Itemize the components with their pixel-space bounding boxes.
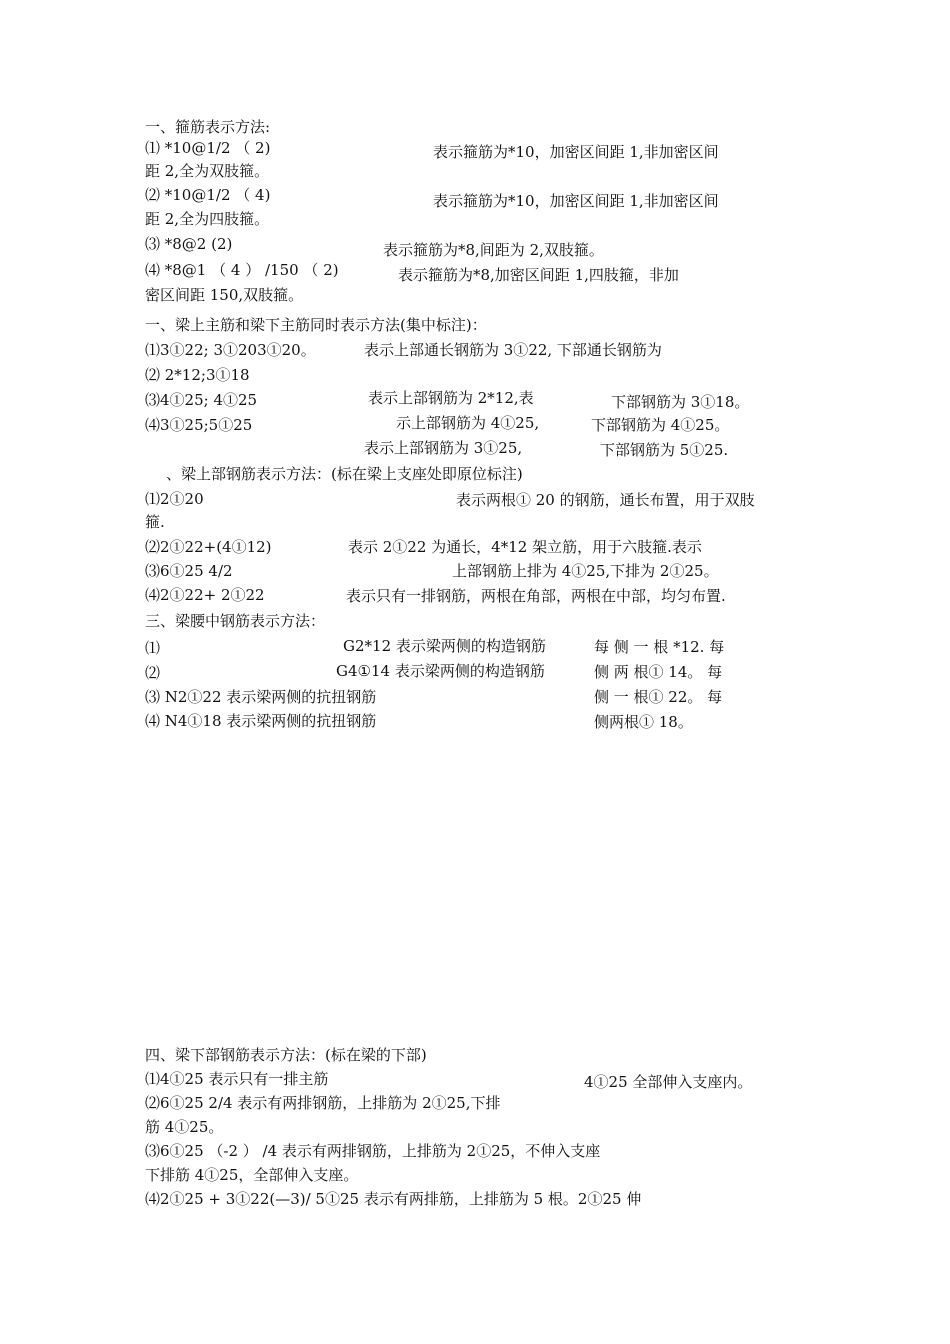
top-bars-line-1-desc: 表示两根① 20 的钢筋，通长布置，用于双肢 <box>456 491 755 509</box>
top-bars-line-2-code: ⑵2①22+(4①12) <box>145 538 272 556</box>
bottom-bars-line-1-right: 4①25 全部伸入支座内。 <box>584 1073 753 1091</box>
top-bars-line-4-code: ⑷2①22+ 2①22 <box>145 586 265 604</box>
main-bars-line-4-code: ⑷3①25;5①25 <box>145 416 253 434</box>
main-bars-line-3-code: ⑶4①25; 4①25 <box>145 391 258 409</box>
section-title-main-bars: 一、梁上主筋和梁下主筋同时表示方法(集中标注)： <box>145 316 487 334</box>
top-bars-line-3-code: ⑶6①25 4/2 <box>145 562 233 580</box>
section-title-stirrup: 一、箍筋表示方法: <box>145 118 271 136</box>
stirrup-line-2-desc: 表示箍筋为*10，加密区间距 1,非加密区间 <box>433 192 719 210</box>
bottom-bars-line-3-cont: 下排筋 4①25，全部伸入支座。 <box>145 1166 359 1184</box>
waist-bars-line-4-side: 侧两根① 18。 <box>594 713 693 731</box>
top-bars-line-3-desc: 上部钢筋上排为 4①25,下排为 2①25。 <box>452 562 719 580</box>
stirrup-line-3-desc: 表示箍筋为*8,间距为 2,双肢箍。 <box>383 241 604 259</box>
waist-bars-line-3: ⑶ N2①22 表示梁两侧的抗扭钢筋 <box>145 688 377 706</box>
bottom-bars-line-4: ⑷2①25 + 3①22(—3)/ 5①25 表示有两排筋，上排筋为 5 根。2①25 伸 <box>145 1190 642 1208</box>
waist-bars-line-2-side: 侧 两 根① 14。 每 <box>594 663 723 681</box>
top-bars-line-2-desc: 表示 2①22 为通长，4*12 架立筋，用于六肢箍.表示 <box>348 538 702 556</box>
bottom-bars-line-3: ⑶6①25 （-2 ） /4 表示有两排钢筋，上排筋为 2①25，不伸入支座 <box>145 1142 601 1160</box>
waist-bars-line-1-desc: G2*12 表示梁两侧的构造钢筋 <box>343 637 546 655</box>
stirrup-line-1-cont: 距 2,全为双肢箍。 <box>145 162 270 180</box>
bottom-bars-line-2-cont: 筋 4①25。 <box>145 1118 224 1136</box>
main-bars-line-4-desc: 示上部钢筋为 4①25, <box>396 414 540 432</box>
stirrup-line-2-code: ⑵ *10@1/2 （ 4) <box>145 186 271 204</box>
top-bars-line-1-cont: 箍. <box>145 513 165 531</box>
stirrup-line-4-desc: 表示箍筋为*8,加密区间距 1,四肢箍，非加 <box>398 266 679 284</box>
waist-bars-line-1-num: ⑴ <box>145 639 161 657</box>
waist-bars-line-4: ⑷ N4①18 表示梁两侧的抗扭钢筋 <box>145 712 377 730</box>
main-bars-line-4-bottom: 下部钢筋为 4①25。 <box>591 416 730 434</box>
bottom-bars-line-1: ⑴4①25 表示只有一排主筋 <box>145 1070 329 1088</box>
main-bars-line-5-desc: 表示上部钢筋为 3①25, <box>364 439 523 457</box>
stirrup-line-4-code: ⑷ *8@1 （ 4 ） /150 （ 2) <box>145 261 339 279</box>
main-bars-line-2-code: ⑵ 2*12;3①18 <box>145 366 250 384</box>
bottom-bars-line-2: ⑵6①25 2/4 表示有两排钢筋，上排筋为 2①25,下排 <box>145 1094 501 1112</box>
section-title-top-bars: 、梁上部钢筋表示方法：(标在梁上支座处即原位标注) <box>166 465 523 483</box>
section-title-bottom-bars: 四、梁下部钢筋表示方法：(标在梁的下部) <box>145 1046 427 1064</box>
waist-bars-line-3-side: 侧 一 根① 22。 每 <box>594 688 723 706</box>
waist-bars-line-1-side: 每 侧 一 根 *12. 每 <box>594 638 725 656</box>
top-bars-line-1-code: ⑴2①20 <box>145 490 204 508</box>
main-bars-line-3-bottom: 下部钢筋为 3①18。 <box>611 393 750 411</box>
section-title-waist-bars: 三、梁腰中钢筋表示方法： <box>145 612 326 630</box>
stirrup-line-1-code: ⑴ *10@1/2 （ 2) <box>145 139 271 157</box>
waist-bars-line-2-num: ⑵ <box>145 664 161 682</box>
main-bars-line-5-bottom: 下部钢筋为 5①25. <box>600 441 729 459</box>
waist-bars-line-2-desc: G4①14 表示梁两侧的构造钢筋 <box>336 662 545 680</box>
top-bars-line-4-desc: 表示只有一排钢筋，两根在角部，两根在中部，均匀布置. <box>346 587 726 605</box>
stirrup-line-4-cont: 密区间距 150,双肢箍。 <box>145 286 304 304</box>
stirrup-line-2-cont: 距 2,全为四肢箍。 <box>145 210 270 228</box>
main-bars-line-3-desc: 表示上部钢筋为 2*12,表 <box>368 389 534 407</box>
main-bars-line-1-desc: 表示上部通长钢筋为 3①22, 下部通长钢筋为 <box>364 341 662 359</box>
main-bars-line-1-code: ⑴3①22; 3①203①20。 <box>145 341 316 359</box>
stirrup-line-3-code: ⑶ *8@2 (2) <box>145 235 233 253</box>
stirrup-line-1-desc: 表示箍筋为*10，加密区间距 1,非加密区间 <box>433 143 719 161</box>
